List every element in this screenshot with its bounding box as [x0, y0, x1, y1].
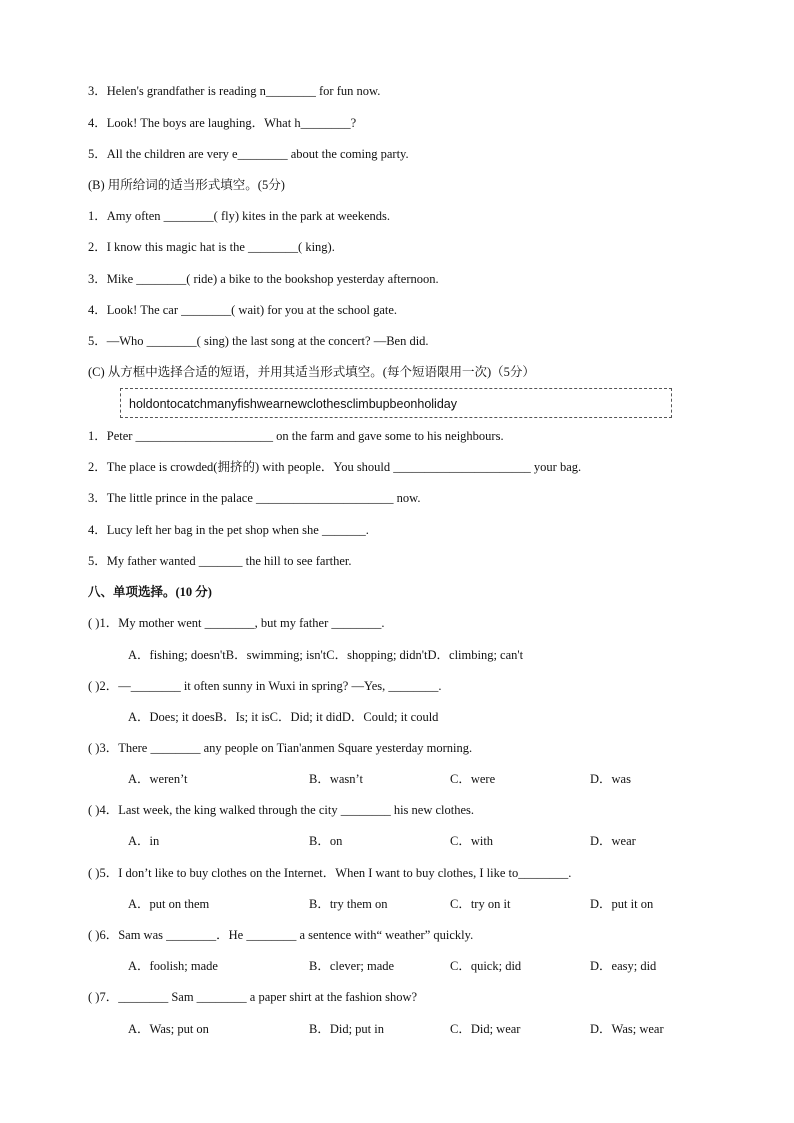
question-6-option-c: C．quick; did: [450, 959, 522, 973]
question-7-option-a: A．Was; put on: [128, 1022, 209, 1036]
part-c-heading: (C) 从方框中选择合适的短语，并用其适当形式填空。(每个短语限用一次)（5分）: [88, 365, 535, 379]
part-b-item-4: 4．Look! The car ________( wait) for you at the school gate.: [88, 303, 398, 317]
question-7-option-b: B．Did; put in: [309, 1022, 385, 1036]
part-c-item-1: 1．Peter ______________________ on the farm and gave some to his neighbours.: [88, 429, 504, 443]
phrase-box-text: holdontocatchmanyfishwearnewclothesclimbupbeonholiday: [129, 397, 457, 411]
part-b-item-5: 5．—Who ________( sing) the last song at the concert? —Ben did.: [88, 334, 429, 348]
question-7-option-d: D．Was; wear: [590, 1022, 664, 1036]
part-a-item-3: 3．Helen's grandfather is reading n________ for fun now.: [88, 84, 381, 98]
question-5-option-a: A．put on them: [128, 897, 210, 911]
part-b-heading: (B) 用所给词的适当形式填空。(5分): [88, 178, 285, 192]
question-7-stem: ( )7．________ Sam ________ a paper shirt at the fashion show?: [88, 990, 418, 1004]
question-4-option-a: A．in: [128, 834, 160, 848]
phrase-box: [120, 388, 672, 418]
question-5-stem: ( )5．I don’t like to buy clothes on the Internet．When I want to buy clothes, I like to________.: [88, 866, 572, 880]
question-5-option-d: D．put it on: [590, 897, 654, 911]
part-b-item-1: 1．Amy often ________( fly) kites in the park at weekends.: [88, 209, 391, 223]
question-4-option-b: B．on: [309, 834, 343, 848]
question-1-options: A．fishing; doesn'tB．swimming; isn'tC．shopping; didn'tD．climbing; can't: [128, 648, 524, 662]
question-6-stem: ( )6．Sam was ________．He ________ a sentence with“ weather” quickly.: [88, 928, 474, 942]
question-3-option-b: B．wasn’t: [309, 772, 363, 786]
question-2-stem: ( )2．—________ it often sunny in Wuxi in spring? —Yes, ________.: [88, 679, 442, 693]
question-5-option-b: B．try them on: [309, 897, 388, 911]
question-6-option-b: B．clever; made: [309, 959, 395, 973]
question-6-option-d: D．easy; did: [590, 959, 657, 973]
part-c-item-4: 4．Lucy left her bag in the pet shop when she _______.: [88, 523, 369, 537]
question-5-option-c: C．try on it: [450, 897, 511, 911]
question-4-option-d: D．wear: [590, 834, 636, 848]
part-c-item-3: 3．The little prince in the palace ______________________ now.: [88, 491, 421, 505]
question-6-option-a: A．foolish; made: [128, 959, 218, 973]
part-a-item-4: 4．Look! The boys are laughing．What h________?: [88, 116, 357, 130]
question-1-stem: ( )1．My mother went ________, but my father ________.: [88, 616, 385, 630]
part-c-item-2: 2．The place is crowded(拥挤的) with people．You should ______________________ your bag.: [88, 460, 582, 474]
question-2-options: A．Does; it doesB．Is; it isC．Did; it didD．Could; it could: [128, 710, 439, 724]
question-7-option-c: C．Did; wear: [450, 1022, 521, 1036]
part-c-item-5: 5．My father wanted _______ the hill to see farther.: [88, 554, 352, 568]
question-3-option-c: C．were: [450, 772, 496, 786]
question-4-stem: ( )4．Last week, the king walked through the city ________ his new clothes.: [88, 803, 475, 817]
question-3-option-d: D．was: [590, 772, 631, 786]
part-b-item-3: 3．Mike ________( ride) a bike to the bookshop yesterday afternoon.: [88, 272, 439, 286]
question-4-option-c: C．with: [450, 834, 494, 848]
part-a-item-5: 5．All the children are very e________ about the coming party.: [88, 147, 409, 161]
section-8-heading: 八、单项选择。(10 分): [88, 585, 212, 599]
question-3-option-a: A．weren’t: [128, 772, 188, 786]
part-b-item-2: 2．I know this magic hat is the ________( king).: [88, 240, 335, 254]
question-3-stem: ( )3．There ________ any people on Tian'anmen Square yesterday morning.: [88, 741, 473, 755]
